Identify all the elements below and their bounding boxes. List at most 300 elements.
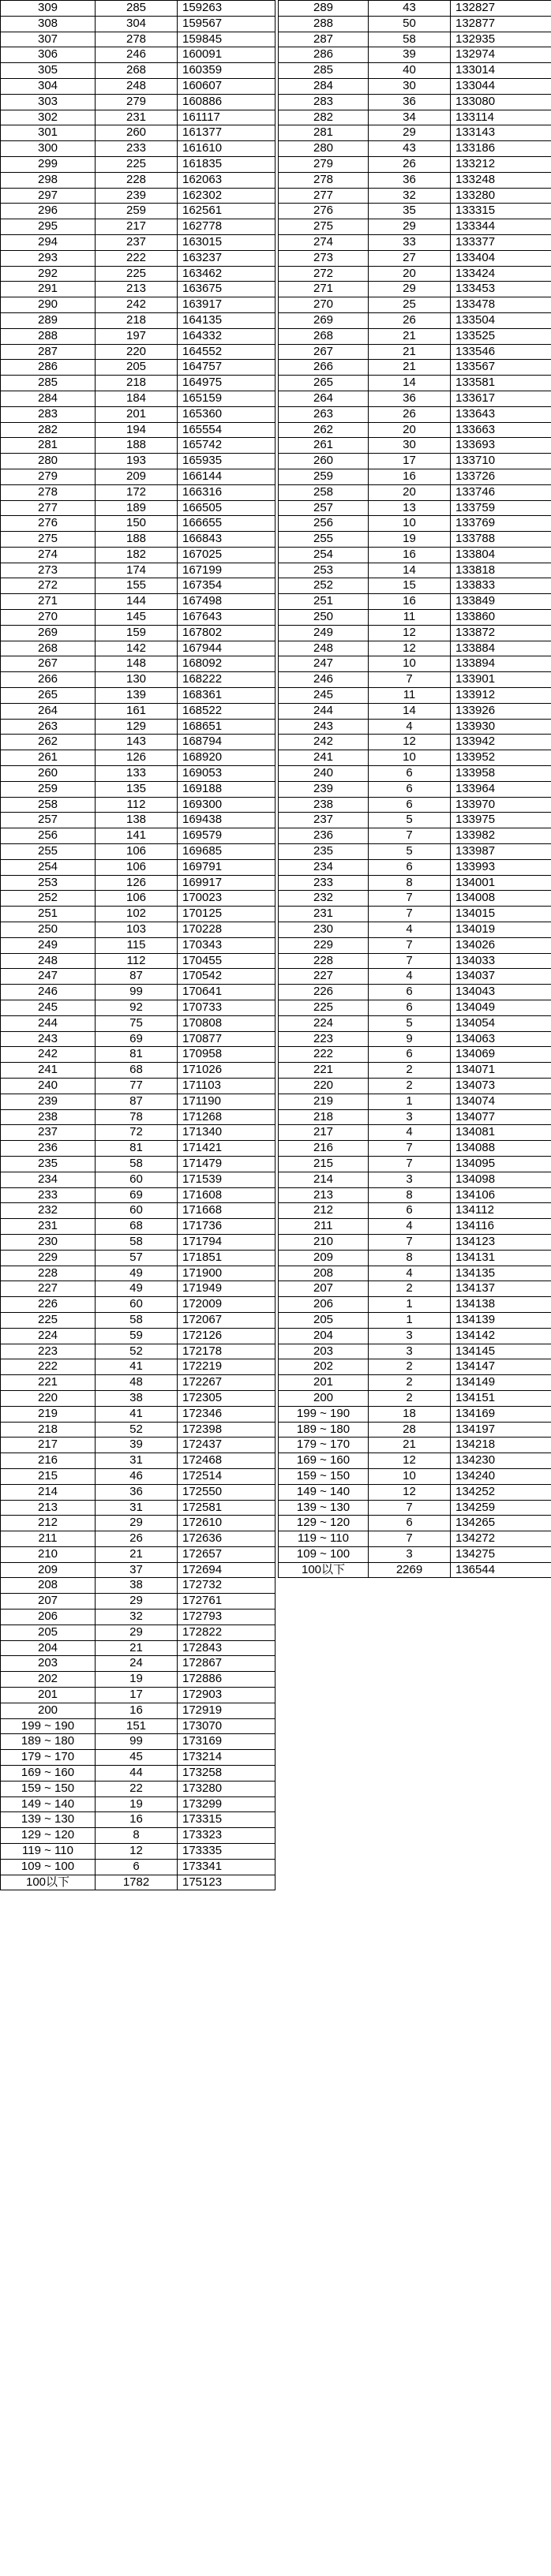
score-cell: 299 bbox=[1, 156, 96, 172]
cumulative-cell: 173335 bbox=[178, 1844, 276, 1860]
score-cell: 236 bbox=[1, 1141, 96, 1157]
cumulative-cell: 133344 bbox=[451, 219, 551, 235]
count-cell: 5 bbox=[369, 844, 451, 860]
cumulative-cell: 171539 bbox=[178, 1172, 276, 1187]
score-table-left bbox=[0, 0, 276, 1890]
table-row bbox=[1, 797, 276, 813]
count-cell: 92 bbox=[96, 1000, 178, 1016]
score-cell: 242 bbox=[1, 1047, 96, 1063]
count-cell: 150 bbox=[96, 516, 178, 532]
table-row bbox=[1, 1109, 276, 1125]
score-cell: 221 bbox=[279, 1063, 369, 1079]
table-row bbox=[1, 438, 276, 454]
score-cell: 222 bbox=[279, 1047, 369, 1063]
cumulative-cell: 134240 bbox=[451, 1468, 551, 1484]
cumulative-cell: 134265 bbox=[451, 1516, 551, 1531]
score-cell: 276 bbox=[1, 516, 96, 532]
cumulative-cell: 134142 bbox=[451, 1328, 551, 1344]
table-row bbox=[1, 1796, 276, 1812]
count-cell: 2 bbox=[369, 1359, 451, 1375]
count-cell: 75 bbox=[96, 1015, 178, 1031]
score-cell: 262 bbox=[279, 422, 369, 438]
table-row bbox=[279, 672, 551, 688]
score-cell: 264 bbox=[1, 703, 96, 719]
cumulative-cell: 170125 bbox=[178, 907, 276, 922]
cumulative-cell: 167025 bbox=[178, 547, 276, 563]
table-row bbox=[1, 1718, 276, 1734]
table-row bbox=[1, 1468, 276, 1484]
count-cell: 130 bbox=[96, 672, 178, 688]
score-cell: 287 bbox=[1, 344, 96, 360]
cumulative-cell: 165159 bbox=[178, 391, 276, 406]
count-cell: 60 bbox=[96, 1297, 178, 1313]
table-row bbox=[279, 266, 551, 282]
count-cell: 29 bbox=[369, 125, 451, 141]
count-cell: 248 bbox=[96, 78, 178, 94]
table-row bbox=[279, 813, 551, 828]
table-row bbox=[279, 78, 551, 94]
count-cell: 81 bbox=[96, 1047, 178, 1063]
count-cell: 12 bbox=[369, 1484, 451, 1500]
count-cell: 14 bbox=[369, 563, 451, 578]
cumulative-cell: 166144 bbox=[178, 469, 276, 484]
count-cell: 39 bbox=[96, 1438, 178, 1453]
table-row bbox=[1, 1234, 276, 1250]
score-cell: 265 bbox=[279, 376, 369, 391]
table-row bbox=[279, 1390, 551, 1406]
table-row bbox=[279, 953, 551, 969]
table-row bbox=[1, 1422, 276, 1438]
count-cell: 38 bbox=[96, 1390, 178, 1406]
table-row bbox=[1, 922, 276, 938]
cumulative-cell: 164757 bbox=[178, 360, 276, 376]
score-cell: 278 bbox=[279, 172, 369, 188]
score-cell: 251 bbox=[1, 907, 96, 922]
score-cell: 249 bbox=[279, 625, 369, 641]
score-cell: 286 bbox=[1, 360, 96, 376]
count-cell: 126 bbox=[96, 750, 178, 766]
cumulative-cell: 171608 bbox=[178, 1187, 276, 1203]
cumulative-cell: 133804 bbox=[451, 547, 551, 563]
count-cell: 58 bbox=[369, 32, 451, 47]
cumulative-cell: 165360 bbox=[178, 406, 276, 422]
cumulative-cell: 133643 bbox=[451, 406, 551, 422]
cumulative-cell: 134098 bbox=[451, 1172, 551, 1187]
score-cell: 268 bbox=[279, 328, 369, 344]
cumulative-cell: 134252 bbox=[451, 1484, 551, 1500]
score-cell: 253 bbox=[279, 563, 369, 578]
table-row bbox=[1, 1297, 276, 1313]
table-row bbox=[279, 922, 551, 938]
score-cell: 309 bbox=[1, 1, 96, 17]
cumulative-cell: 134063 bbox=[451, 1031, 551, 1047]
count-cell: 29 bbox=[96, 1624, 178, 1640]
table-row bbox=[279, 891, 551, 907]
score-cell: 119 ~ 110 bbox=[1, 1844, 96, 1860]
count-cell: 22 bbox=[96, 1781, 178, 1796]
cumulative-cell: 173070 bbox=[178, 1718, 276, 1734]
score-cell: 269 bbox=[279, 312, 369, 328]
cumulative-cell: 133546 bbox=[451, 344, 551, 360]
score-cell: 204 bbox=[1, 1640, 96, 1656]
table-row bbox=[279, 312, 551, 328]
count-cell: 218 bbox=[96, 376, 178, 391]
score-cell: 244 bbox=[1, 1015, 96, 1031]
cumulative-cell: 133860 bbox=[451, 610, 551, 626]
score-cell: 298 bbox=[1, 172, 96, 188]
count-cell: 52 bbox=[96, 1422, 178, 1438]
score-cell: 203 bbox=[279, 1344, 369, 1359]
table-row bbox=[1, 1531, 276, 1547]
table-row bbox=[1, 125, 276, 141]
table-row bbox=[279, 1172, 551, 1187]
table-row bbox=[279, 907, 551, 922]
score-table-right-body bbox=[279, 1, 551, 1578]
table-row bbox=[279, 1297, 551, 1313]
count-cell: 3 bbox=[369, 1344, 451, 1359]
cumulative-cell: 160607 bbox=[178, 78, 276, 94]
score-cell: 217 bbox=[279, 1125, 369, 1141]
table-row bbox=[1, 547, 276, 563]
cumulative-cell: 134230 bbox=[451, 1453, 551, 1469]
count-cell: 21 bbox=[369, 1438, 451, 1453]
cumulative-cell: 163917 bbox=[178, 297, 276, 313]
score-cell: 207 bbox=[279, 1281, 369, 1297]
table-row bbox=[1, 454, 276, 469]
count-cell: 16 bbox=[369, 594, 451, 610]
score-cell: 283 bbox=[1, 406, 96, 422]
score-cell: 199 ~ 190 bbox=[1, 1718, 96, 1734]
cumulative-cell: 134033 bbox=[451, 953, 551, 969]
table-row bbox=[1, 1063, 276, 1079]
table-row bbox=[279, 156, 551, 172]
table-row bbox=[1, 1453, 276, 1469]
count-cell: 3 bbox=[369, 1328, 451, 1344]
count-cell: 205 bbox=[96, 360, 178, 376]
count-cell: 10 bbox=[369, 750, 451, 766]
table-row bbox=[1, 1359, 276, 1375]
table-row bbox=[1, 1031, 276, 1047]
table-row bbox=[1, 406, 276, 422]
count-cell: 115 bbox=[96, 937, 178, 953]
score-cell: 227 bbox=[1, 1281, 96, 1297]
count-cell: 145 bbox=[96, 610, 178, 626]
cumulative-cell: 166655 bbox=[178, 516, 276, 532]
count-cell: 29 bbox=[96, 1594, 178, 1610]
table-row bbox=[279, 1187, 551, 1203]
score-cell: 239 bbox=[279, 781, 369, 797]
score-cell: 303 bbox=[1, 94, 96, 110]
count-cell: 151 bbox=[96, 1718, 178, 1734]
table-row bbox=[279, 828, 551, 844]
count-cell: 19 bbox=[96, 1796, 178, 1812]
table-row bbox=[1, 937, 276, 953]
cumulative-cell: 164552 bbox=[178, 344, 276, 360]
count-cell: 36 bbox=[369, 172, 451, 188]
count-cell: 2 bbox=[369, 1078, 451, 1094]
count-cell: 6 bbox=[369, 985, 451, 1000]
table-row bbox=[1, 1500, 276, 1516]
cumulative-cell: 133663 bbox=[451, 422, 551, 438]
table-row bbox=[1, 1438, 276, 1453]
count-cell: 69 bbox=[96, 1187, 178, 1203]
table-row bbox=[279, 32, 551, 47]
cumulative-cell: 134081 bbox=[451, 1125, 551, 1141]
table-row bbox=[1, 1703, 276, 1718]
score-cell: 252 bbox=[279, 578, 369, 594]
score-cell: 283 bbox=[279, 94, 369, 110]
count-cell: 12 bbox=[369, 625, 451, 641]
count-cell: 7 bbox=[369, 891, 451, 907]
count-cell: 44 bbox=[96, 1766, 178, 1782]
table-row bbox=[1, 875, 276, 891]
cumulative-cell: 133212 bbox=[451, 156, 551, 172]
score-cell: 258 bbox=[1, 797, 96, 813]
cumulative-cell: 133315 bbox=[451, 204, 551, 219]
count-cell: 6 bbox=[369, 1000, 451, 1016]
score-cell: 239 bbox=[1, 1094, 96, 1109]
count-cell: 4 bbox=[369, 969, 451, 985]
score-cell: 279 bbox=[279, 156, 369, 172]
table-row bbox=[279, 141, 551, 157]
count-cell: 217 bbox=[96, 219, 178, 235]
table-row bbox=[1, 422, 276, 438]
count-cell: 7 bbox=[369, 828, 451, 844]
count-cell: 7 bbox=[369, 1234, 451, 1250]
count-cell: 60 bbox=[96, 1203, 178, 1219]
table-row bbox=[279, 125, 551, 141]
cumulative-cell: 159263 bbox=[178, 1, 276, 17]
score-cell: 199 ~ 190 bbox=[279, 1406, 369, 1422]
score-cell: 262 bbox=[1, 735, 96, 750]
score-cell: 109 ~ 100 bbox=[1, 1859, 96, 1875]
score-cell: 119 ~ 110 bbox=[279, 1531, 369, 1547]
cumulative-cell: 162302 bbox=[178, 188, 276, 204]
score-cell: 235 bbox=[1, 1156, 96, 1172]
score-cell: 224 bbox=[1, 1328, 96, 1344]
count-cell: 126 bbox=[96, 875, 178, 891]
score-cell: 226 bbox=[279, 985, 369, 1000]
table-row bbox=[279, 1063, 551, 1079]
table-row bbox=[279, 282, 551, 297]
count-cell: 72 bbox=[96, 1125, 178, 1141]
score-cell: 282 bbox=[279, 110, 369, 125]
count-cell: 17 bbox=[369, 454, 451, 469]
cumulative-cell: 133080 bbox=[451, 94, 551, 110]
score-cell: 273 bbox=[1, 563, 96, 578]
count-cell: 159 bbox=[96, 625, 178, 641]
score-cell: 202 bbox=[279, 1359, 369, 1375]
cumulative-cell: 134001 bbox=[451, 875, 551, 891]
cumulative-cell: 165554 bbox=[178, 422, 276, 438]
score-cell: 301 bbox=[1, 125, 96, 141]
table-row bbox=[1, 297, 276, 313]
table-row bbox=[1, 344, 276, 360]
cumulative-cell: 172732 bbox=[178, 1578, 276, 1594]
count-cell: 6 bbox=[369, 1047, 451, 1063]
cumulative-cell: 172305 bbox=[178, 1390, 276, 1406]
cumulative-cell: 170023 bbox=[178, 891, 276, 907]
count-cell: 225 bbox=[96, 266, 178, 282]
table-row bbox=[1, 969, 276, 985]
table-row bbox=[1, 1688, 276, 1703]
count-cell: 13 bbox=[369, 500, 451, 516]
cumulative-cell: 167354 bbox=[178, 578, 276, 594]
cumulative-cell: 171421 bbox=[178, 1141, 276, 1157]
cumulative-cell: 133818 bbox=[451, 563, 551, 578]
cumulative-cell: 164135 bbox=[178, 312, 276, 328]
count-cell: 21 bbox=[96, 1640, 178, 1656]
score-cell: 232 bbox=[1, 1203, 96, 1219]
score-cell: 297 bbox=[1, 188, 96, 204]
table-row bbox=[279, 1281, 551, 1297]
table-row bbox=[279, 1344, 551, 1359]
score-cell: 230 bbox=[279, 922, 369, 938]
count-cell: 31 bbox=[96, 1453, 178, 1469]
cumulative-cell: 134137 bbox=[451, 1281, 551, 1297]
score-cell: 250 bbox=[279, 610, 369, 626]
table-row bbox=[1, 282, 276, 297]
cumulative-cell: 134138 bbox=[451, 1297, 551, 1313]
cumulative-cell: 134019 bbox=[451, 922, 551, 938]
count-cell: 231 bbox=[96, 110, 178, 125]
table-row bbox=[1, 907, 276, 922]
score-cell: 223 bbox=[279, 1031, 369, 1047]
score-cell: 200 bbox=[1, 1703, 96, 1718]
count-cell: 7 bbox=[369, 672, 451, 688]
table-row bbox=[279, 344, 551, 360]
cumulative-cell: 133982 bbox=[451, 828, 551, 844]
count-cell: 135 bbox=[96, 781, 178, 797]
count-cell: 225 bbox=[96, 156, 178, 172]
count-cell: 45 bbox=[96, 1750, 178, 1766]
count-cell: 1 bbox=[369, 1312, 451, 1328]
table-row bbox=[1, 1781, 276, 1796]
table-row bbox=[1, 1656, 276, 1672]
table-row bbox=[1, 1406, 276, 1422]
cumulative-cell: 133114 bbox=[451, 110, 551, 125]
score-cell: 226 bbox=[1, 1297, 96, 1313]
count-cell: 52 bbox=[96, 1344, 178, 1359]
table-row bbox=[1, 32, 276, 47]
table-row bbox=[279, 656, 551, 672]
score-cell: 238 bbox=[1, 1109, 96, 1125]
cumulative-cell: 133759 bbox=[451, 500, 551, 516]
score-cell: 215 bbox=[1, 1468, 96, 1484]
cumulative-cell: 170808 bbox=[178, 1015, 276, 1031]
count-cell: 2 bbox=[369, 1063, 451, 1079]
cumulative-cell: 169685 bbox=[178, 844, 276, 860]
count-cell: 7 bbox=[369, 953, 451, 969]
cumulative-cell: 134272 bbox=[451, 1531, 551, 1547]
cumulative-cell: 132827 bbox=[451, 1, 551, 17]
cumulative-cell: 171668 bbox=[178, 1203, 276, 1219]
cumulative-cell: 172657 bbox=[178, 1546, 276, 1562]
count-cell: 6 bbox=[369, 766, 451, 782]
table-row bbox=[279, 16, 551, 32]
count-cell: 19 bbox=[369, 532, 451, 548]
table-row bbox=[279, 859, 551, 875]
score-cell: 261 bbox=[1, 750, 96, 766]
cumulative-cell: 172636 bbox=[178, 1531, 276, 1547]
count-cell: 36 bbox=[369, 94, 451, 110]
table-row bbox=[1, 360, 276, 376]
count-cell: 29 bbox=[369, 282, 451, 297]
count-cell: 106 bbox=[96, 844, 178, 860]
count-cell: 99 bbox=[96, 985, 178, 1000]
table-row bbox=[1, 1000, 276, 1016]
cumulative-cell: 172843 bbox=[178, 1640, 276, 1656]
count-cell: 259 bbox=[96, 204, 178, 219]
cumulative-cell: 133186 bbox=[451, 141, 551, 157]
count-cell: 143 bbox=[96, 735, 178, 750]
cumulative-cell: 172178 bbox=[178, 1344, 276, 1359]
score-cell: 240 bbox=[279, 766, 369, 782]
cumulative-cell: 172867 bbox=[178, 1656, 276, 1672]
score-cell: 129 ~ 120 bbox=[279, 1516, 369, 1531]
count-cell: 20 bbox=[369, 484, 451, 500]
cumulative-cell: 133769 bbox=[451, 516, 551, 532]
score-cell: 261 bbox=[279, 438, 369, 454]
count-cell: 46 bbox=[96, 1468, 178, 1484]
cumulative-cell: 168794 bbox=[178, 735, 276, 750]
count-cell: 30 bbox=[369, 438, 451, 454]
table-row bbox=[1, 1078, 276, 1094]
count-cell: 5 bbox=[369, 1015, 451, 1031]
score-cell: 205 bbox=[1, 1624, 96, 1640]
score-cell: 263 bbox=[279, 406, 369, 422]
table-row bbox=[1, 328, 276, 344]
table-row bbox=[1, 1516, 276, 1531]
table-row bbox=[1, 1578, 276, 1594]
table-row bbox=[279, 1468, 551, 1484]
count-cell: 28 bbox=[369, 1422, 451, 1438]
count-cell: 201 bbox=[96, 406, 178, 422]
score-cell: 275 bbox=[1, 532, 96, 548]
count-cell: 99 bbox=[96, 1734, 178, 1750]
table-row bbox=[279, 1500, 551, 1516]
table-row bbox=[279, 1250, 551, 1266]
count-cell: 25 bbox=[369, 297, 451, 313]
table-row bbox=[1, 1594, 276, 1610]
cumulative-cell: 133726 bbox=[451, 469, 551, 484]
count-cell: 87 bbox=[96, 969, 178, 985]
table-row bbox=[279, 719, 551, 735]
table-row bbox=[1, 1875, 276, 1890]
cumulative-cell: 166505 bbox=[178, 500, 276, 516]
table-row bbox=[1, 656, 276, 672]
table-row bbox=[1, 625, 276, 641]
score-cell: 258 bbox=[279, 484, 369, 500]
count-cell: 9 bbox=[369, 1031, 451, 1047]
score-cell: 220 bbox=[1, 1390, 96, 1406]
cumulative-cell: 173323 bbox=[178, 1828, 276, 1844]
count-cell: 8 bbox=[369, 875, 451, 891]
score-cell: 269 bbox=[1, 625, 96, 641]
cumulative-cell: 133710 bbox=[451, 454, 551, 469]
table-row bbox=[1, 1624, 276, 1640]
table-row bbox=[279, 172, 551, 188]
score-cell: 216 bbox=[279, 1141, 369, 1157]
count-cell: 21 bbox=[369, 360, 451, 376]
cumulative-cell: 134131 bbox=[451, 1250, 551, 1266]
cumulative-cell: 133930 bbox=[451, 719, 551, 735]
cumulative-cell: 133044 bbox=[451, 78, 551, 94]
cumulative-cell: 168222 bbox=[178, 672, 276, 688]
count-cell: 2269 bbox=[369, 1562, 451, 1578]
cumulative-cell: 172903 bbox=[178, 1688, 276, 1703]
count-cell: 41 bbox=[96, 1406, 178, 1422]
